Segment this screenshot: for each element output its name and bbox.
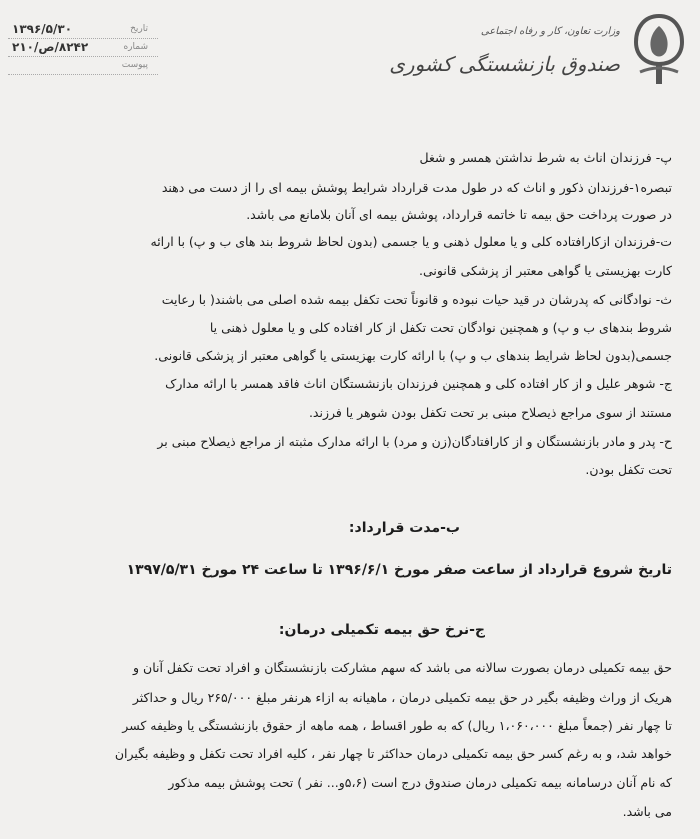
contract-period: تاریخ شروع قرارداد از ساعت صفر مورخ ۱۳۹۶/۶/۱ تا ساعت ۲۴ مورخ ۱۳۹۷/۵/۳۱: [126, 562, 672, 578]
body-line: ح- پدر و مادر بازنشستگان و از کارافتادگان(زن و مرد) با ارائه مدارک مثبته از مراجع ذیصلاح مبنی بر: [157, 434, 672, 449]
body-line: مستند از سوی مراجع ذیصلاح مبنی بر تحت تکفل بودن شوهر یا فرزند.: [308, 405, 672, 420]
meta-attachment-label: پیوست: [121, 60, 148, 70]
pension-fund-logo-icon: [630, 12, 688, 92]
body-line: حق بیمه تکمیلی درمان بصورت سالانه می باشد که سهم مشارکت بازنشستگان و افراد تحت تکفل آنان و: [133, 660, 672, 675]
ministry-name: وزارت تعاون، کار و رفاه اجتماعی: [480, 26, 620, 37]
body-line: ج- شوهر علیل و از کار افتاده کلی و همچنین فرزندان بازنشستگان اناث فاقد همسر با ارائه مدارک: [165, 376, 672, 391]
meta-number-label: شماره: [123, 42, 148, 52]
body-line: خواهد شد، و به رغم کسر حق بیمه تکمیلی درمان حداکثر تا چهار نفر ، کلیه افراد تحت تکفل و وظیفه بگیران: [114, 746, 672, 761]
body-line: که نام آنان درسامانه بیمه تکمیلی درمان صندوق درج است (۵،۶و... نفر ) تحت پوشش بیمه مذکور: [168, 775, 672, 790]
fund-name: صندوق بازنشستگی کشوری: [389, 52, 620, 76]
meta-date-label: تاریخ: [130, 24, 148, 34]
body-line: می باشد.: [622, 804, 672, 819]
body-line: تبصره۱-فرزندان ذکور و اناث که در طول مدت قرارداد شرایط پوشش بیمه ای را از دست می دهند: [161, 180, 672, 195]
body-line: کارت بهزیستی یا گواهی معتبر از پزشکی قانونی.: [419, 263, 672, 278]
body-line: ت-فرزندان ازکارافتاده کلی و یا معلول ذهنی و یا جسمی (بدون لحاظ شروط بند های ب و پ) با ارائه: [150, 234, 672, 249]
letter-meta: [8, 22, 158, 76]
body-line: پ- فرزندان اناث به شرط نداشتن همسر و شغل: [419, 150, 672, 165]
body-line: هریک از وراث وظیفه بگیر در حق بیمه تکمیلی درمان ، ماهیانه به ازاء هرنفر مبلغ ۲۶۵/۰۰۰ ریال و حداکثر: [132, 690, 672, 705]
body-line: شروط بندهای ب و پ) و همچنین نوادگان تحت تکفل از کار افتاده کلی و یا معلول ذهنی یا: [209, 320, 672, 335]
body-line: جسمی(بدون لحاظ شرایط بندهای ب و پ) با ارائه کارت بهزیستی یا گواهی معتبر از پزشکی قانونی.: [154, 348, 672, 363]
section-b-heading: ب-مدت قرارداد:: [348, 520, 460, 536]
meta-date: [8, 22, 158, 40]
body-line: ث- نوادگانی که پدرشان در قید حیات نبوده و قانوناً تحت تکفل بیمه شده اصلی می باشند( با رعایت: [161, 292, 672, 307]
body-line: تحت تکفل بودن.: [585, 462, 672, 477]
meta-date-value: ۱۳۹۶/۵/۳۰: [12, 22, 73, 36]
body-line: تا چهار نفر (جمعاً مبلغ ۱،۰۶۰،۰۰۰ ریال) که به طور اقساط ، همه ماهه از حقوق بازنشستگی یا وظیفه کسر: [122, 718, 672, 733]
body-line: در صورت پرداخت حق بیمه تا خاتمه قرارداد، پوشش بیمه ای آنان بلامانع می باشد.: [246, 207, 672, 222]
meta-attachment: [8, 58, 158, 76]
meta-number-value: ۸۲۴۲/ص/۲۱۰: [12, 40, 89, 54]
section-c-heading: ج-نرخ حق بیمه تکمیلی درمان:: [278, 622, 485, 638]
meta-number: [8, 40, 158, 58]
